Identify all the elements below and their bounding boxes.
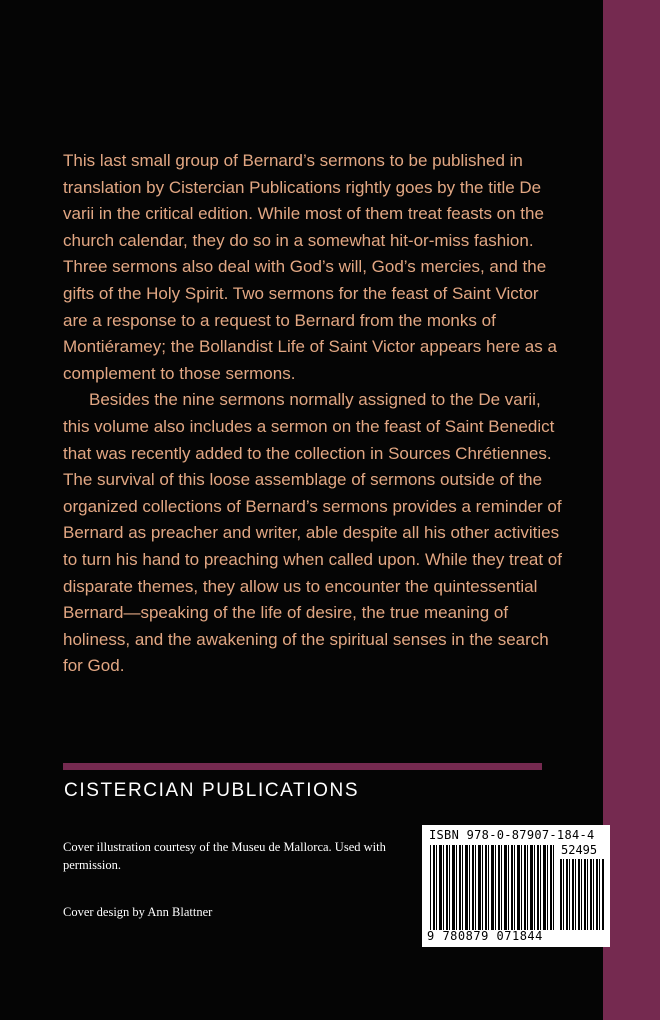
- price-barcode-bars: [560, 859, 604, 930]
- ean-number: 9 780879 071844: [427, 929, 543, 943]
- price-code: 52495: [561, 843, 598, 857]
- design-credit: Cover design by Ann Blattner: [63, 905, 213, 919]
- publisher-name: CISTERCIAN PUBLICATIONS: [64, 780, 360, 801]
- illustration-credit: Cover illustration courtesy of the Museu de Mallorca. Used with permission.: [63, 840, 386, 872]
- divider-rule: [63, 763, 542, 770]
- spine-stripe: [603, 0, 660, 1020]
- credits: [63, 838, 393, 921]
- barcode-bars: [430, 845, 554, 930]
- isbn-barcode: [422, 825, 610, 947]
- blurb-paragraph-1: This last small group of Bernard’s sermons to be published in translation by Cistercian Publications rightly goes by the title De varii in the critical edition. While most of them treat feasts on the church calendar, they do so in a somewhat hit-or-miss fashion. Three sermons also deal with God’s will, God’s mercies, and the gifts of the Holy Spirit. Two sermons for the feast of Saint Victor are a response to a request to Bernard from the monks of Montiéramey; the Bollandist Life of Saint Victor appears here as a complement to those sermons.: [63, 151, 557, 383]
- blurb-paragraph-2: Besides the nine sermons normally assigned to the De varii, this volume also includes a sermon on the feast of Saint Benedict that was recently added to the collection in Sources Chrétiennes. The survival of this loose assemblage of sermons outside of the organized collections of Bernard’s sermons provides a reminder of Bernard as preacher and writer, able despite all his other activities to turn his hand to preaching when called upon. While they treat of disparate themes, they allow us to encounter the quintessential Bernard—speaking of the life of desire, the true meaning of holiness, and the awakening of the spiritual senses in the search for God.: [63, 390, 562, 676]
- back-cover-blurb: [63, 148, 563, 680]
- isbn-text: ISBN 978-0-87907-184-4: [429, 828, 595, 842]
